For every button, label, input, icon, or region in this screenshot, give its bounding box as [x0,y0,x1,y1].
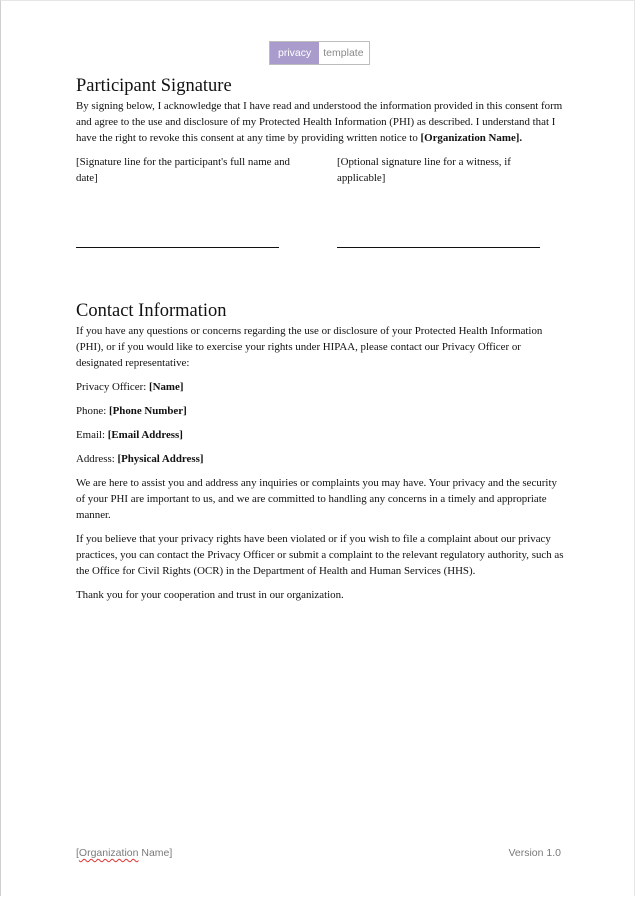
signature-heading: Participant Signature [76,76,232,96]
assist-paragraph: We are here to assist you and address any inquiries or complaints you may have. Your privacy and the security of your PHI are important to us, and we are committed to handling any concerns in a timely and appropriate manner. [76,477,557,521]
address-value: [Physical Address] [117,453,204,465]
footer-organization-rest: Name] [138,847,173,859]
footer-organization-name [76,847,172,859]
phone-value: [Phone Number] [108,405,187,417]
signature-lines [76,154,564,259]
complaint-paragraph: If you believe that your privacy rights have been violated or if you wish to file a complaint about our privacy practices, you can contact the Privacy Officer or submit a complaint to the relevant regulatory authority, such as the Office for Civil Rights (OCR) in the Department of Health and Human Services (HHS). [76,533,564,577]
signature-intro-text: By signing below, I acknowledge that I have read and understood the information provided in this consent form and agree to the use and disclosure of my Protected Health Information (PHI) as described. I understand that I have the right to revoke this consent at any time by providing written notice to [76,100,563,144]
footer-bracket-open: [ [76,847,79,859]
phone-label: Phone: [76,405,109,417]
organization-name-placeholder: [Organization Name]. [420,132,523,144]
witness-signature-label: [Optional signature line for a witness, if applicable] [337,156,511,184]
logo-privacy-text: privacy [270,42,319,64]
phone-line [76,403,564,419]
footer-organization-word: Organization [78,847,139,859]
privacy-officer-line [76,379,564,395]
signature-intro [76,98,564,146]
participant-signature-line [76,247,279,248]
contact-heading: Contact Information [76,301,227,321]
document-body [76,74,564,603]
privacy-template-logo [269,41,370,65]
logo-template-text: template [319,42,368,64]
witness-signature-line [337,247,540,248]
address-line [76,451,564,467]
footer-version: Version 1.0 [508,847,561,859]
privacy-officer-value: [Name] [148,381,184,393]
participant-signature-label: [Signature line for the participant's full name and date] [76,156,290,184]
email-line [76,427,564,443]
email-label: Email: [76,429,108,441]
contact-intro: If you have any questions or concerns regarding the use or disclosure of your Protected Health Information (PHI), or if you would like to exercise your rights under HIPAA, please contact our Privacy Officer or designated representative: [76,325,543,369]
address-label: Address: [76,453,118,465]
email-value: [Email Address] [107,429,183,441]
thanks-paragraph: Thank you for your cooperation and trust in our organization. [76,589,344,601]
privacy-officer-label: Privacy Officer: [76,381,149,393]
